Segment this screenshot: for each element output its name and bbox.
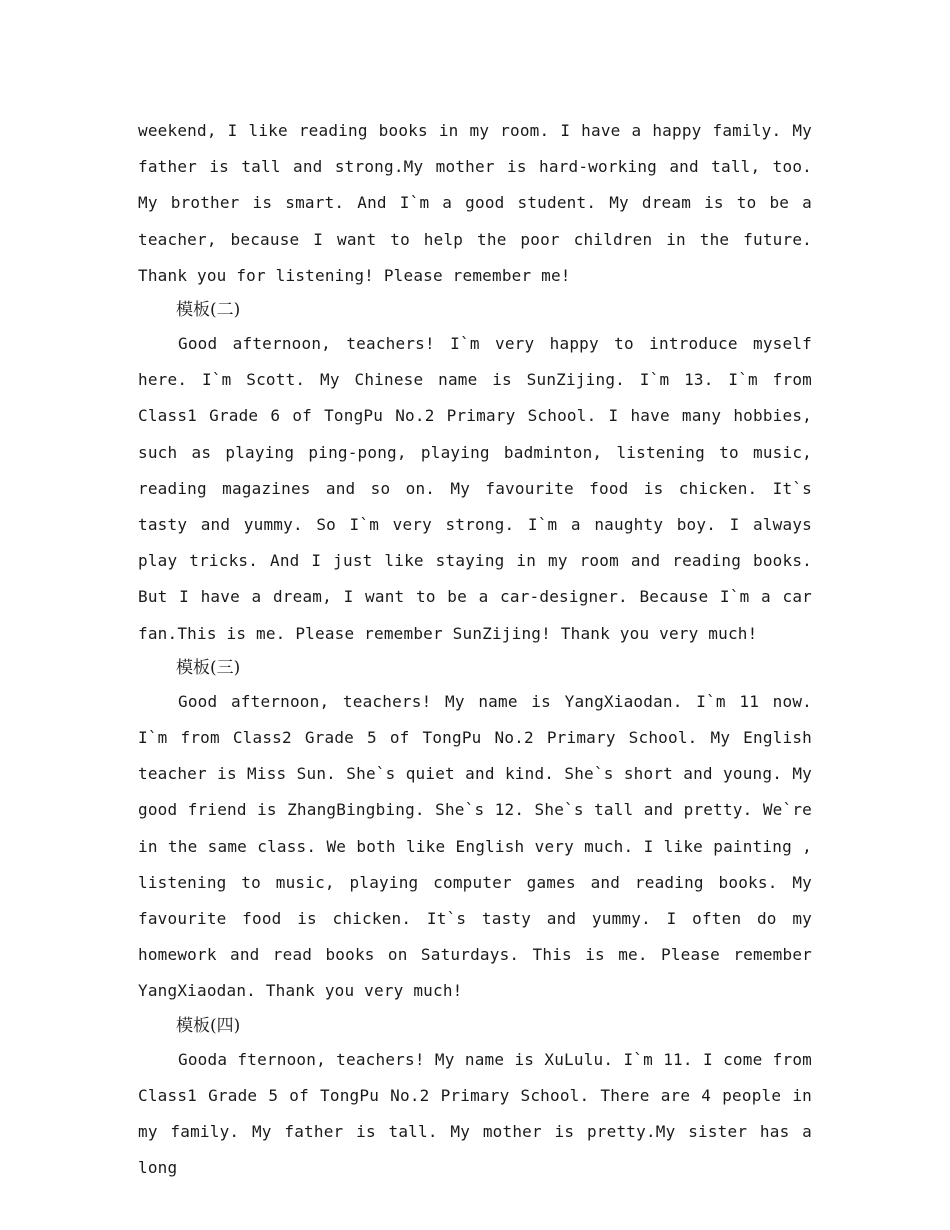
paragraph-1: weekend, I like reading books in my room. I have a happy family. My father is tall and strong.My mother is hard-working and tall, too. My brother is smart. And I`m a good student. My dream is to be a teacher, because I want to help the poor children in the future. Thank you for listening! Please remember me!	[138, 121, 812, 285]
section-heading-3: 模板(三)	[176, 657, 241, 678]
paragraph-3: Good afternoon, teachers! My name is YangXiaodan. I`m 11 now. I`m from Class2 Grade 5 of TongPu No.2 Primary School. My English teacher is Miss Sun. She`s quiet and kind. She`s short and young. My good friend is ZhangBingbing. She`s 12. She`s tall and pretty. We`re in the same class. We both like English very much. I like painting , listening to music, playing computer games and reading books. My favourite food is chicken. It`s tasty and yummy. I often do my homework and read books on Saturdays. This is me. Please remember YangXiaodan. Thank you very much!	[138, 691, 812, 1001]
document-body	[138, 113, 812, 1186]
section-heading-2: 模板(二)	[176, 300, 241, 321]
section-heading-4: 模板(四)	[176, 1015, 241, 1036]
paragraph-4: Gooda fternoon, teachers! My name is XuLulu. I`m 11. I come from Class1 Grade 5 of TongPu No.2 Primary School. There are 4 people in my family. My father is tall. My mother is pretty.My sister has a long	[138, 1049, 812, 1178]
paragraph-2: Good afternoon, teachers! I`m very happy to introduce myself here. I`m Scott. My Chinese name is SunZijing. I`m 13. I`m from Class1 Grade 6 of TongPu No.2 Primary School. I have many hobbies, such as playing ping-pong, playing badminton, listening to music, reading magazines and so on. My favourite food is chicken. It`s tasty and yummy. So I`m very strong. I`m a naughty boy. I always play tricks. And I just like staying in my room and reading books. But I have a dream, I want to be a car-designer. Because I`m a car fan.This is me. Please remember SunZijing! Thank you very much!	[138, 334, 812, 643]
